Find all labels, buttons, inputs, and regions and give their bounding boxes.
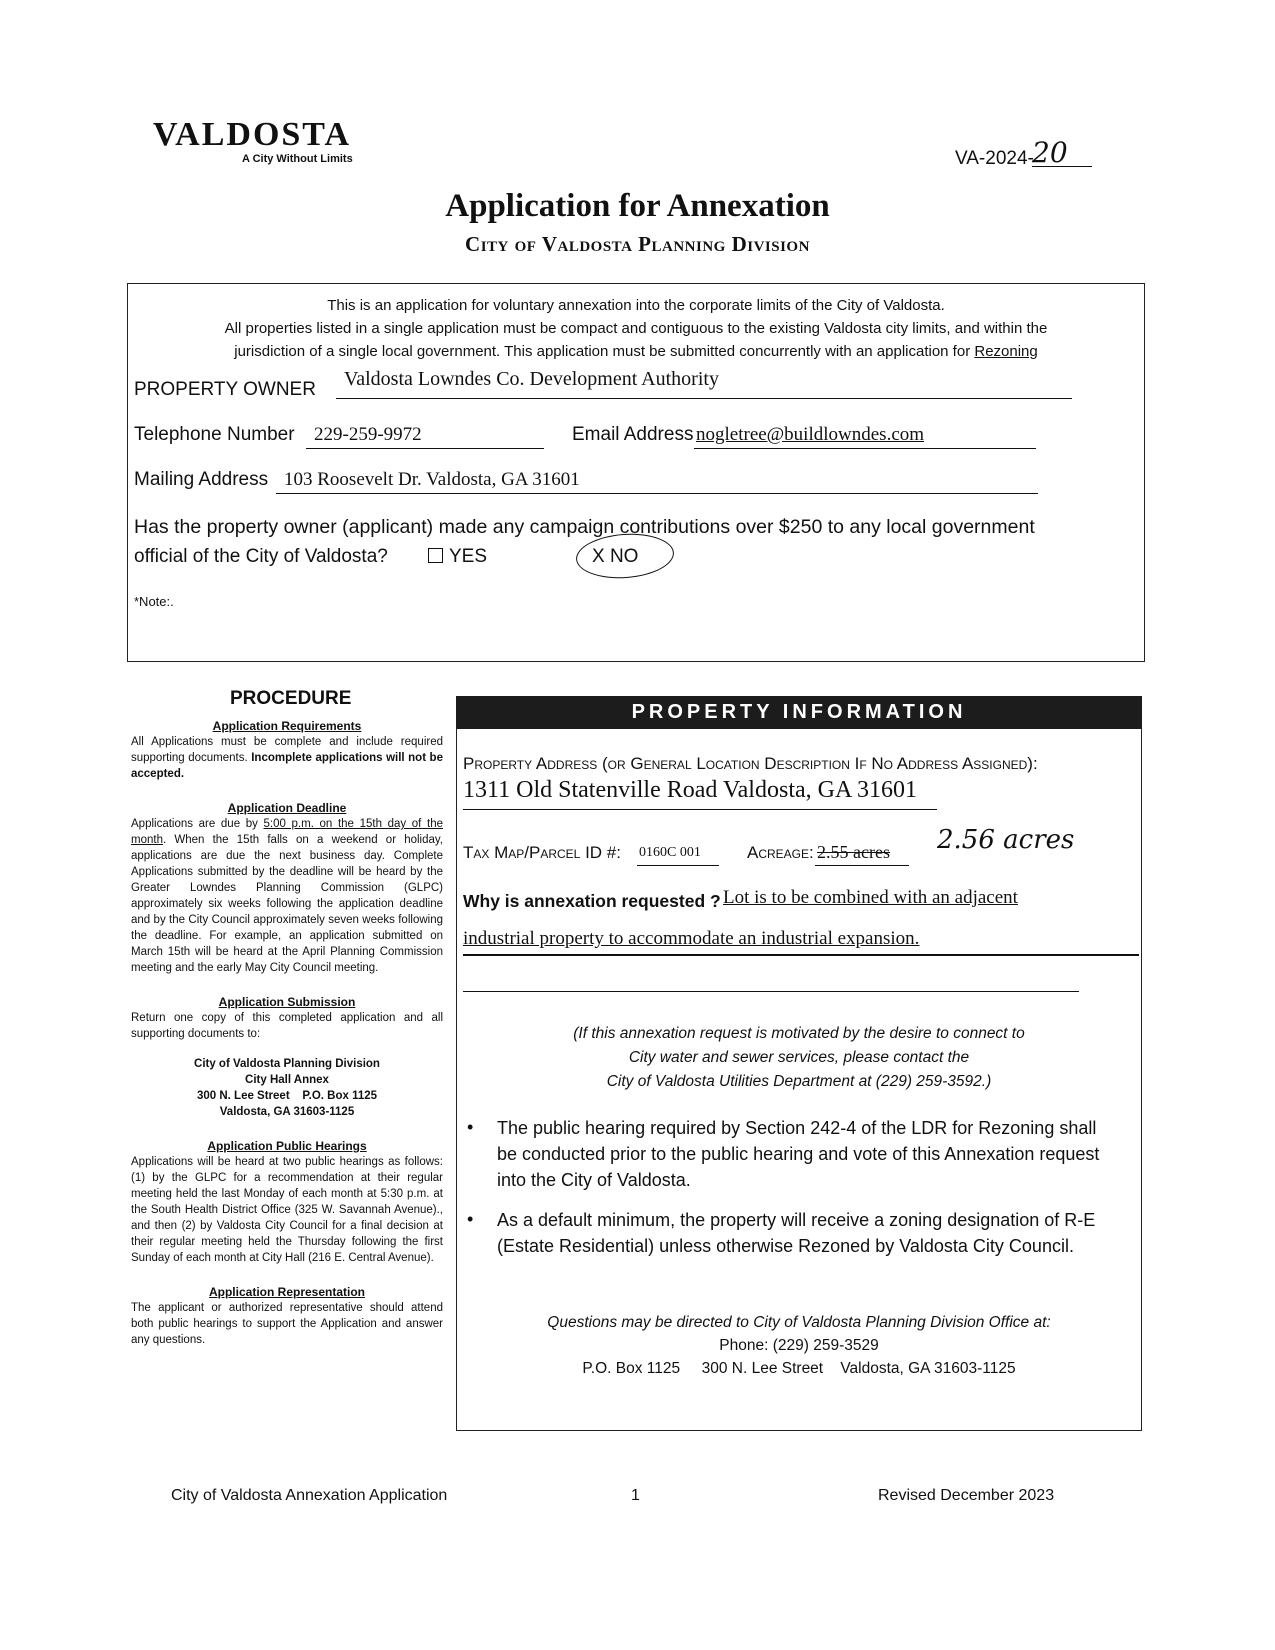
bullet-1: The public hearing required by Section 242-4 of the LDR for Rezoning shall be conducted prior to the public hearing and vote of this Annexation request into the City of Valdosta. (497, 1118, 1100, 1190)
property-info-box (456, 696, 1142, 1431)
logo-name: VALDOSTA (153, 116, 352, 153)
form-number-prefix: VA-2024- (955, 148, 1034, 169)
why-line-1[interactable]: Lot is to be combined with an adjacent (723, 887, 1018, 908)
property-address-field[interactable] (463, 777, 937, 810)
footer-right: Revised December 2023 (878, 1487, 1055, 1504)
bullet-2: As a default minimum, the property will receive a zoning designation of R-E (Estate Residential) unless otherwise Rezoned by Valdosta City Council. (497, 1210, 1096, 1256)
page-subtitle: City of Valdosta Planning Division (465, 232, 810, 256)
why-extra-line[interactable] (463, 989, 1079, 992)
utility-note: (If this annexation request is motivated by the desire to connect to City water and sewer services, please contact the City of Valdosta Utilities Department at (229) 259-3592.) (573, 1025, 1025, 1090)
telephone-label: Telephone Number (134, 424, 295, 445)
property-owner-field[interactable] (336, 366, 1072, 399)
hearings-body: Applications will be heard at two public hearings as follows: (1) by the GLPC for a recommendation at their regular meeting held the last Monday of each month at 5:30 p.m. at the South Health District Office (325 W. Savannah Avenue)., and then (2) by Valdosta City Council for a final decision at their regular meeting held the Thursday following the first Sunday of each month at City Hall (216 E. Central Avenue). (131, 1156, 443, 1264)
yes-label: YES (449, 546, 488, 567)
parcel-value: 0160C 001 (639, 845, 701, 860)
submission-heading: Application Submission (218, 995, 356, 1009)
requirements-heading: Application Requirements (212, 719, 362, 733)
rezoning-link[interactable]: Rezoning (974, 343, 1038, 360)
acreage-handwritten: 2.56 acres (937, 825, 1075, 855)
campaign-question-line-1: Has the property owner (applicant) made any campaign contributions over $250 to any local government (134, 516, 1035, 538)
footer-left: City of Valdosta Annexation Application (171, 1487, 448, 1504)
intro-text (128, 294, 1144, 363)
mailing-address-label: Mailing Address (134, 469, 269, 490)
questions-text: Questions may be directed to City of Valdosta Planning Division Office at: (547, 1314, 1051, 1331)
submission-body: Return one copy of this completed application and all supporting documents to: (131, 1012, 443, 1040)
campaign-question-line-2: official of the City of Valdosta? (134, 546, 388, 567)
representation-heading: Application Representation (208, 1285, 366, 1299)
footer-page-number: 1 (631, 1487, 640, 1504)
intro-line-3: jurisdiction of a single local government. This application must be submitted concurrently with an application for Rezoning (234, 343, 1038, 360)
phone-text: Phone: (229) 259-3529 (719, 1337, 879, 1354)
contact-info (457, 1311, 1141, 1380)
intro-line-1: This is an application for voluntary annexation into the corporate limits of the City of Valdosta. (327, 297, 945, 314)
property-address-value: 1311 Old Statenville Road Valdosta, GA 31601 (463, 777, 917, 803)
mailing-address-value: 103 Roosevelt Dr. Valdosta, GA 31601 (284, 469, 580, 490)
form-number-handwritten[interactable]: 20 (1032, 136, 1092, 167)
acreage-field[interactable] (815, 841, 909, 866)
why-line-2-field[interactable] (463, 924, 1139, 956)
property-owner-label: PROPERTY OWNER (134, 379, 316, 400)
procedure-column (131, 718, 443, 1348)
deadline-heading: Application Deadline (227, 801, 347, 815)
yes-option[interactable] (428, 546, 487, 568)
why-label: Why is annexation requested ? (463, 891, 721, 911)
parcel-label: Tax Map/Parcel ID #: (463, 843, 621, 862)
bullet-1-marker: • (467, 1117, 474, 1137)
why-line-2: industrial property to accommodate an industrial expansion. (463, 928, 920, 949)
owner-info-box (127, 283, 1145, 662)
acreage-label: Acreage: (747, 843, 814, 862)
logo-tagline: A City Without Limits (242, 153, 353, 165)
telephone-field[interactable] (306, 422, 544, 449)
email-field[interactable] (694, 422, 1036, 449)
no-option[interactable]: X NO (592, 546, 639, 567)
representation-body: The applicant or authorized representative should attend both public hearings to support the Application and answer any questions. (131, 1302, 443, 1346)
property-owner-value: Valdosta Lowndes Co. Development Authority (344, 368, 719, 390)
bullet-2-marker: • (467, 1209, 474, 1229)
email-label: Email Address (572, 424, 694, 445)
hearings-heading: Application Public Hearings (207, 1139, 367, 1153)
office-address-text: P.O. Box 1125 300 N. Lee Street Valdosta, GA 31603-1125 (582, 1360, 1016, 1377)
mailing-address-field[interactable] (276, 467, 1038, 494)
page-title: Application for Annexation (445, 188, 830, 224)
property-info-heading: PROPERTY INFORMATION (456, 696, 1142, 729)
requirements-body: All Applications must be complete and include required supporting documents. Incomplete applications will not be accepted. (131, 736, 443, 780)
email-value: nogletree@buildlowndes.com (696, 424, 925, 445)
yes-checkbox[interactable] (428, 548, 443, 563)
submission-address: City of Valdosta Planning Division City Hall Annex 300 N. Lee Street P.O. Box 1125 Valdosta, GA 31603-1125 (194, 1058, 380, 1118)
intro-line-2: All properties listed in a single application must be compact and contiguous to the existing Valdosta city limits, and within the (224, 320, 1048, 337)
procedure-title: PROCEDURE (230, 688, 352, 709)
parcel-field[interactable] (637, 843, 719, 866)
acreage-value: 2.55 acres (817, 842, 890, 862)
note-text: *Note:. (134, 594, 174, 609)
telephone-value: 229-259-9972 (314, 424, 422, 445)
property-address-label: Property Address (or General Location Description If No Address Assigned): (463, 754, 1038, 773)
deadline-body: Applications are due by 5:00 p.m. on the 15th day of the month. When the 15th falls on a weekend or holiday, applications are due the next business day. Complete Applications submitted by the deadline will be heard by the Greater Lowndes Planning Commission (GLPC) approximately six weeks following the application deadline and by the City Council approximately seven weeks following the deadline. For example, an application submitted on March 15th will be heard at the April Planning Commission meeting and the early May City Council meeting. (131, 818, 443, 974)
